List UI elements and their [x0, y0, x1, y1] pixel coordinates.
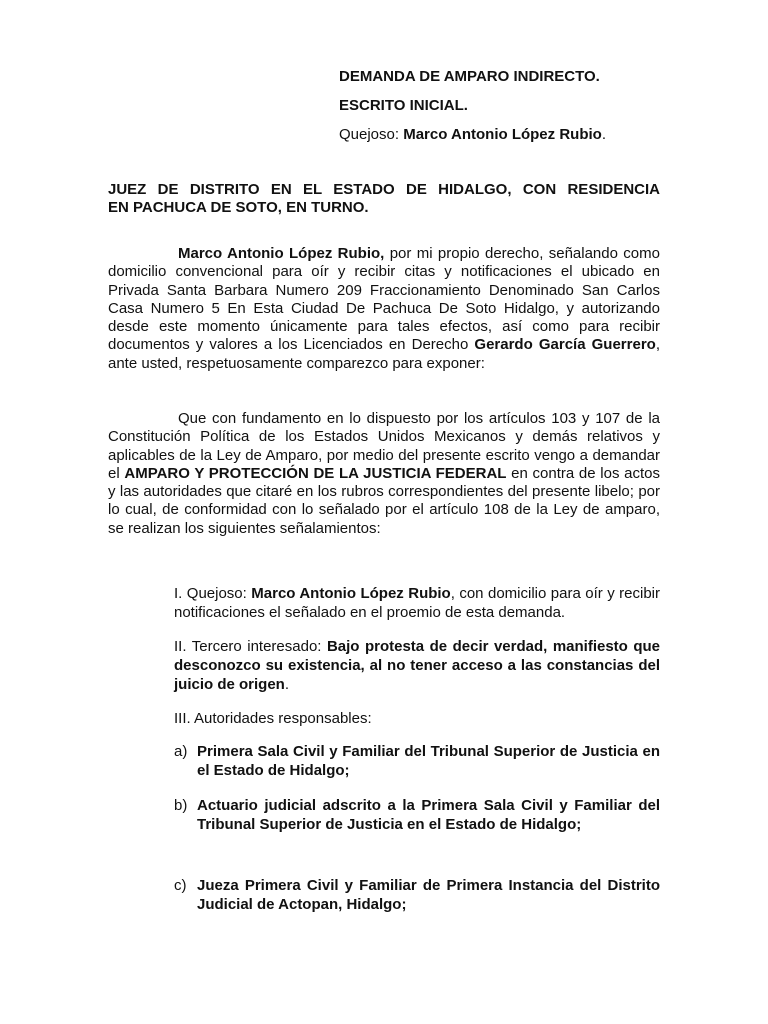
body-emphasis: AMPARO Y PROTECCIÓN DE LA JUSTICIA FEDERAL — [124, 464, 507, 482]
authority-text: Actuario judicial adscrito a la Primera Sala Civil y Familiar del Tribunal Superior de Justicia en el Estado de Hidalgo; — [197, 797, 660, 833]
item-tercero-label: II. Tercero interesado: — [174, 638, 327, 655]
authority-item — [174, 742, 660, 780]
authority-text: Jueza Primera Civil y Familiar de Primera Instancia del Distrito Judicial de Actopan, Hidalgo; — [197, 877, 660, 913]
intro-paragraph — [108, 245, 660, 373]
body-text-1: Que con fundamento en lo dispuesto por los artículos 103 y 107 de la Constitución Política de los Estados Unidos Mexicanos y demás relativos y aplicables de la Ley de Amparo, por medio del presente escrito vengo a demandar el — [108, 410, 660, 482]
item-quejoso-label: I. Quejoso: — [174, 585, 252, 602]
authority-letter: b) — [174, 797, 188, 814]
authority-letter: a) — [174, 743, 188, 760]
quejoso-label: Quejoso: — [339, 126, 404, 143]
intro-lawyer: Gerardo García Guerrero — [474, 336, 656, 354]
addressee-line-2: EN PACHUCA DE SOTO, EN TURNO. — [108, 199, 369, 216]
body-text-2: en contra de los actos y las autoridades que citaré en los rubros correspondientes del presente libelo; por lo cual, de conformidad con lo señalado por el artículo 108 de la Ley de amparo, se realizan los siguientes señalamientos: — [108, 464, 660, 537]
authority-item — [174, 876, 660, 914]
item-tercero-interesado — [174, 637, 660, 694]
quejoso-end: . — [601, 126, 606, 143]
authority-text: Primera Sala Civil y Familiar del Tribunal Superior de Justicia en el Estado de Hidalgo; — [197, 743, 660, 779]
quejoso-name: Marco Antonio López Rubio — [403, 126, 602, 143]
item-autoridades-heading: III. Autoridades responsables: — [174, 710, 372, 727]
intro-text-1: por mi propio derecho, señalando como domicilio convencional para oír y recibir citas y notificaciones el ubicado en Privada Santa Barbara Numero 209 Fraccionamiento Denominado San Carlos Casa Numero 5 En Esta Ciudad De Pachuca De Soto Hidalgo, y autorizando desde este momento únicamente para tales efectos, así como para recibir documentos y valores a los Licenciados en Derecho — [108, 245, 660, 354]
item-quejoso — [174, 584, 660, 622]
document-header — [339, 68, 679, 155]
body-paragraph — [108, 410, 660, 538]
authority-letter: c) — [174, 877, 187, 894]
addressee-block — [108, 181, 660, 217]
intro-name: Marco Antonio López Rubio, — [178, 245, 385, 262]
item-quejoso-text: , con domicilio para oír y recibir notificaciones el señalado en el proemio de esta demanda. — [174, 585, 660, 621]
item-quejoso-name: Marco Antonio López Rubio — [251, 585, 451, 602]
intro-text-2: , ante usted, respetuosamente comparezco para exponer: — [108, 336, 660, 372]
item-tercero-text: Bajo protesta de decir verdad, manifiesto que desconozco su existencia, al no tener acceso a las constancias del juicio de origen — [174, 638, 660, 693]
addressee-line-1: JUEZ DE DISTRITO EN EL ESTADO DE HIDALGO, CON RESIDENCIA — [108, 181, 660, 198]
authority-item — [174, 796, 660, 834]
item-tercero-end: . — [284, 676, 290, 693]
quejoso-line — [339, 126, 679, 144]
document-subtitle: ESCRITO INICIAL. — [339, 97, 468, 114]
document-title: DEMANDA DE AMPARO INDIRECTO. — [339, 68, 600, 85]
